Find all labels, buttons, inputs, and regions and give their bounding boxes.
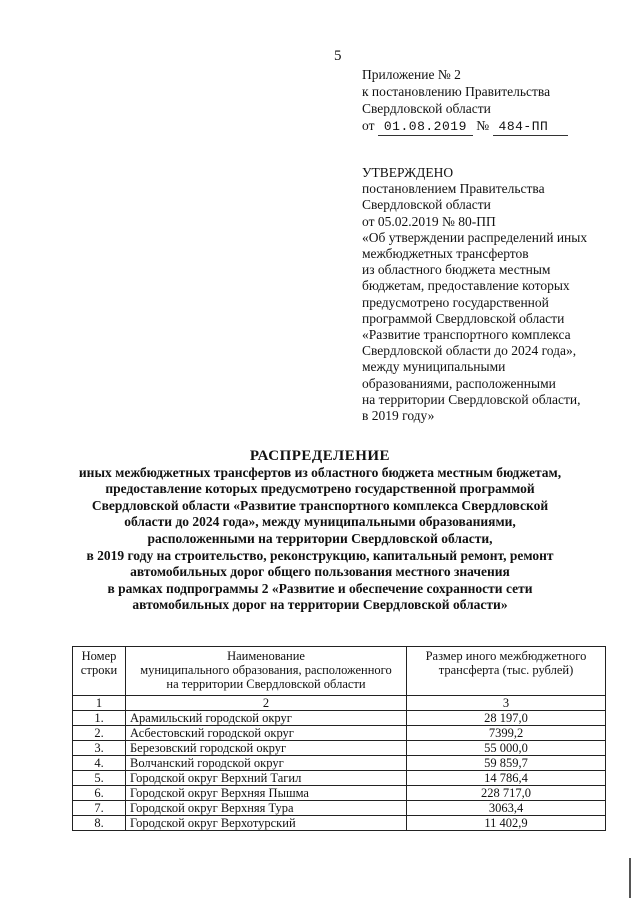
distribution-table — [72, 646, 606, 831]
transfer-amount: 28 197,0 — [407, 711, 606, 726]
column-number: 1 — [73, 696, 126, 711]
title-line: предоставление которых предусмотрено государственной программой — [105, 481, 535, 497]
title-line: автомобильных дорог общего пользования местного значения — [130, 564, 510, 580]
transfer-amount: 55 000,0 — [407, 741, 606, 756]
table-row — [73, 771, 606, 786]
municipality-name: Арамильский городской округ — [126, 711, 407, 726]
table-row — [73, 816, 606, 831]
approved-line: бюджетам, предоставление которых — [362, 278, 570, 294]
annex-line: Приложение № 2 — [362, 67, 461, 82]
approved-heading: УТВЕРЖДЕНО — [362, 165, 454, 180]
column-numbers-row — [73, 696, 606, 711]
row-number: 6. — [73, 786, 126, 801]
annex-line: к постановлению Правительства — [362, 84, 551, 99]
approved-line: «Развитие транспортного комплекса — [362, 327, 571, 343]
column-number: 2 — [126, 696, 407, 711]
annex-line: Свердловской области — [362, 101, 491, 116]
transfer-amount: 59 859,7 — [407, 756, 606, 771]
transfer-amount: 3063,4 — [407, 801, 606, 816]
approved-line: программой Свердловской области — [362, 310, 565, 326]
approved-line: в 2019 году» — [362, 408, 435, 424]
column-number: 3 — [407, 696, 606, 711]
table-row — [73, 756, 606, 771]
header-amount: Размер иного межбюджетного трансферта (тыс. рублей) — [407, 647, 606, 696]
approved-line: «Об утверждении распределений иных — [362, 229, 588, 245]
header-municipality: Наименование муниципального образования, расположенного на территории Свердловской области — [126, 647, 407, 696]
table-row — [73, 801, 606, 816]
approved-line: предусмотрено государственной — [362, 294, 549, 310]
annex-date-prefix: от — [362, 118, 375, 133]
approved-line: образованиями, расположенными — [362, 375, 556, 391]
transfer-amount: 228 717,0 — [407, 786, 606, 801]
approved-block — [362, 165, 587, 424]
row-number: 8. — [73, 816, 126, 831]
row-number: 5. — [73, 771, 126, 786]
row-number: 7. — [73, 801, 126, 816]
annex-number-prefix: № — [476, 118, 490, 133]
approved-line: постановлением Правительства — [362, 181, 545, 197]
row-number: 1. — [73, 711, 126, 726]
municipality-name: Асбестовский городской округ — [126, 726, 407, 741]
annex-number: 484-ПП — [493, 118, 569, 136]
scan-edge-mark — [629, 858, 631, 898]
document-title — [40, 448, 600, 614]
table-row — [73, 786, 606, 801]
annex-block — [362, 66, 568, 136]
annex-date: 01.08.2019 — [378, 118, 473, 136]
title-line: автомобильных дорог на территории Свердловской области» — [132, 597, 508, 613]
page-number: 5 — [334, 48, 342, 64]
header-row-number: Номер строки — [73, 647, 126, 696]
municipality-name: Городской округ Верхотурский — [126, 816, 407, 831]
transfer-amount: 11 402,9 — [407, 816, 606, 831]
title-line: в 2019 году на строительство, реконструкцию, капитальный ремонт, ремонт — [86, 547, 554, 563]
approved-line: из областного бюджета местным — [362, 262, 551, 278]
title-line: области до 2024 года», между муниципальными образованиями, — [124, 514, 516, 530]
approved-line: межбюджетных трансфертов — [362, 246, 529, 262]
municipality-name: Городской округ Верхняя Тура — [126, 801, 407, 816]
row-number: 2. — [73, 726, 126, 741]
transfer-amount: 14 786,4 — [407, 771, 606, 786]
title-main: РАСПРЕДЕЛЕНИЕ — [249, 448, 391, 464]
municipality-name: Городской округ Верхний Тагил — [126, 771, 407, 786]
table-row — [73, 726, 606, 741]
municipality-name: Городской округ Верхняя Пышма — [126, 786, 407, 801]
transfer-amount: 7399,2 — [407, 726, 606, 741]
title-line: иных межбюджетных трансфертов из областного бюджета местным бюджетам, — [78, 464, 562, 480]
title-line: в рамках подпрограммы 2 «Развитие и обеспечение сохранности сети — [107, 580, 533, 596]
approved-line: от 05.02.2019 № 80-ПП — [362, 213, 496, 229]
municipality-name: Волчанский городской округ — [126, 756, 407, 771]
row-number: 4. — [73, 756, 126, 771]
title-line: Свердловской области «Развитие транспортного комплекса Свердловской — [91, 497, 549, 513]
approved-line: Свердловской области до 2024 года», — [362, 343, 577, 359]
approved-line: на территории Свердловской области, — [362, 391, 581, 407]
title-line: расположенными на территории Свердловской области, — [147, 530, 493, 546]
table-row — [73, 741, 606, 756]
municipality-name: Березовский городской округ — [126, 741, 407, 756]
table-row — [73, 711, 606, 726]
approved-line: Свердловской области — [362, 197, 491, 213]
row-number: 3. — [73, 741, 126, 756]
approved-line: между муниципальными — [362, 359, 506, 375]
table-header-row — [73, 647, 606, 696]
annex-date-line — [362, 117, 568, 136]
